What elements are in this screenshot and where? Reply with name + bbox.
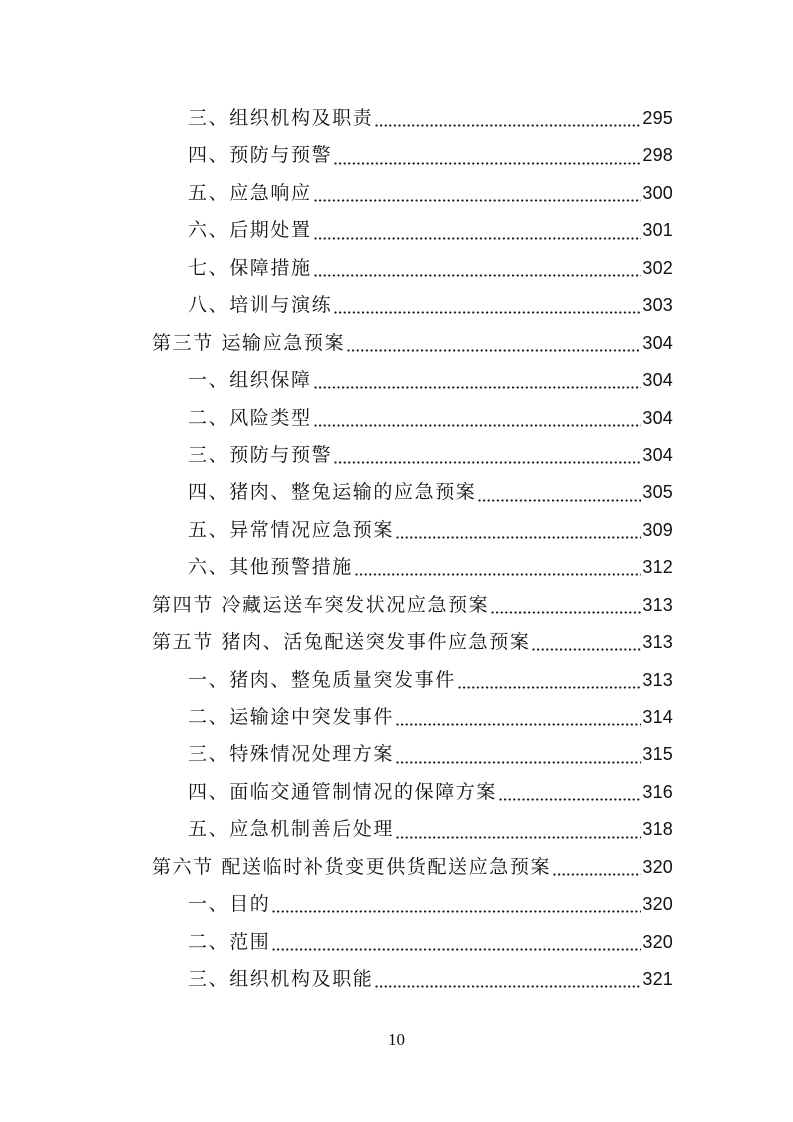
toc-entry-page: 298 <box>642 145 673 166</box>
dot-leader <box>532 648 641 651</box>
page-number: 10 <box>388 1030 405 1049</box>
toc-section <box>152 325 673 362</box>
toc-entry-page: 320 <box>642 894 673 915</box>
toc-entry-title: 二、运输途中突发事件 <box>188 706 395 728</box>
dot-leader <box>458 686 642 689</box>
dot-leader <box>314 424 642 427</box>
toc-entry <box>152 474 673 511</box>
toc-entry <box>152 736 673 773</box>
dot-leader <box>334 311 641 314</box>
dot-leader <box>396 836 641 839</box>
toc-entry-title: 三、预防与预警 <box>188 443 333 466</box>
toc-entry-title: 五、异常情况应急预案 <box>188 518 395 541</box>
dot-leader <box>314 199 642 202</box>
dot-leader <box>334 461 641 464</box>
dot-leader <box>272 910 641 913</box>
toc-entry-title: 六、其他预警措施 <box>188 556 353 579</box>
toc-entry-page: 300 <box>642 182 673 203</box>
toc-entry <box>152 924 673 961</box>
table-of-contents <box>152 100 673 999</box>
toc-entry-title: 三、组织机构及职能 <box>188 968 374 991</box>
toc-entry-page: 320 <box>642 931 673 952</box>
toc-section <box>152 624 673 661</box>
toc-entry-title: 三、组织机构及职责 <box>188 107 374 129</box>
toc-entry-page: 304 <box>642 370 673 391</box>
toc-entry <box>152 175 673 212</box>
toc-entry <box>152 137 673 174</box>
toc-entry-title: 三、特殊情况处理方案 <box>188 743 395 766</box>
toc-entry <box>152 662 673 699</box>
toc-entry-title: 二、范围 <box>188 930 271 953</box>
dot-leader <box>347 349 641 352</box>
toc-entry <box>152 437 673 474</box>
toc-entry <box>152 362 673 399</box>
dot-leader <box>314 386 642 389</box>
toc-section <box>152 849 673 886</box>
dot-leader <box>375 124 641 127</box>
toc-entry-page: 305 <box>642 482 673 503</box>
toc-entry <box>152 699 673 736</box>
toc-entry-page: 302 <box>642 257 673 278</box>
toc-entry <box>152 774 673 811</box>
toc-entry-title: 四、预防与预警 <box>188 144 333 167</box>
toc-entry-title: 四、猪肉、整兔运输的应急预案 <box>188 481 477 504</box>
toc-section-title: 第五节 猪肉、活兔配送突发事件应急预案 <box>152 631 531 654</box>
toc-section-page: 320 <box>642 856 673 877</box>
toc-entry-page: 309 <box>642 519 673 540</box>
toc-entry <box>152 400 673 437</box>
toc-section-title: 第六节 配送临时补货变更供货配送应急预案 <box>152 855 552 878</box>
toc-entry-page: 304 <box>642 407 673 428</box>
dot-leader <box>334 162 641 165</box>
toc-entry <box>152 287 673 324</box>
toc-entry <box>152 512 673 549</box>
toc-entry-page: 315 <box>642 744 673 765</box>
dot-leader <box>314 274 642 277</box>
toc-entry <box>152 549 673 586</box>
toc-entry-page: 301 <box>642 220 673 241</box>
toc-section <box>152 587 673 624</box>
toc-entry-title: 四、面临交通管制情况的保障方案 <box>188 780 498 803</box>
toc-entry-page: 303 <box>642 295 673 316</box>
dot-leader <box>491 611 641 614</box>
dot-leader <box>478 499 641 502</box>
dot-leader <box>553 873 641 876</box>
toc-entry-page: 313 <box>642 669 673 690</box>
toc-entry-title: 八、培训与演练 <box>188 294 333 317</box>
toc-entry <box>152 100 673 137</box>
toc-entry-page: 304 <box>642 444 673 465</box>
dot-leader <box>272 948 641 951</box>
toc-entry-title: 七、保障措施 <box>188 256 312 279</box>
toc-entry-page: 312 <box>642 557 673 578</box>
toc-entry-title: 二、风险类型 <box>188 406 312 429</box>
toc-section-title: 第三节 运输应急预案 <box>152 331 346 354</box>
toc-section-page: 313 <box>642 632 673 653</box>
toc-entry-page: 316 <box>642 781 673 802</box>
toc-entry-page: 295 <box>642 108 673 128</box>
toc-entry-title: 五、应急响应 <box>188 181 312 204</box>
toc-entry <box>152 250 673 287</box>
toc-entry <box>152 886 673 923</box>
toc-entry-title: 一、目的 <box>188 893 271 916</box>
dot-leader <box>396 536 641 539</box>
toc-entry-page: 314 <box>642 707 673 727</box>
toc-entry-page: 318 <box>642 819 673 840</box>
dot-leader <box>355 573 642 576</box>
toc-entry-title: 一、猪肉、整兔质量突发事件 <box>188 668 456 691</box>
toc-entry <box>152 961 673 998</box>
toc-entry-page: 321 <box>642 969 673 990</box>
toc-entry <box>152 811 673 848</box>
toc-section-page: 313 <box>642 594 673 615</box>
toc-entry-title: 五、应急机制善后处理 <box>188 818 395 841</box>
toc-section-page: 304 <box>642 332 673 353</box>
toc-section-title: 第四节 冷藏运送车突发状况应急预案 <box>152 593 490 616</box>
toc-entry-title: 一、组织保障 <box>188 369 312 392</box>
dot-leader <box>396 761 641 764</box>
dot-leader <box>396 723 641 726</box>
dot-leader <box>499 798 641 801</box>
dot-leader <box>375 985 641 988</box>
dot-leader <box>314 237 642 240</box>
toc-entry-title: 六、后期处置 <box>188 219 312 242</box>
toc-entry <box>152 212 673 249</box>
